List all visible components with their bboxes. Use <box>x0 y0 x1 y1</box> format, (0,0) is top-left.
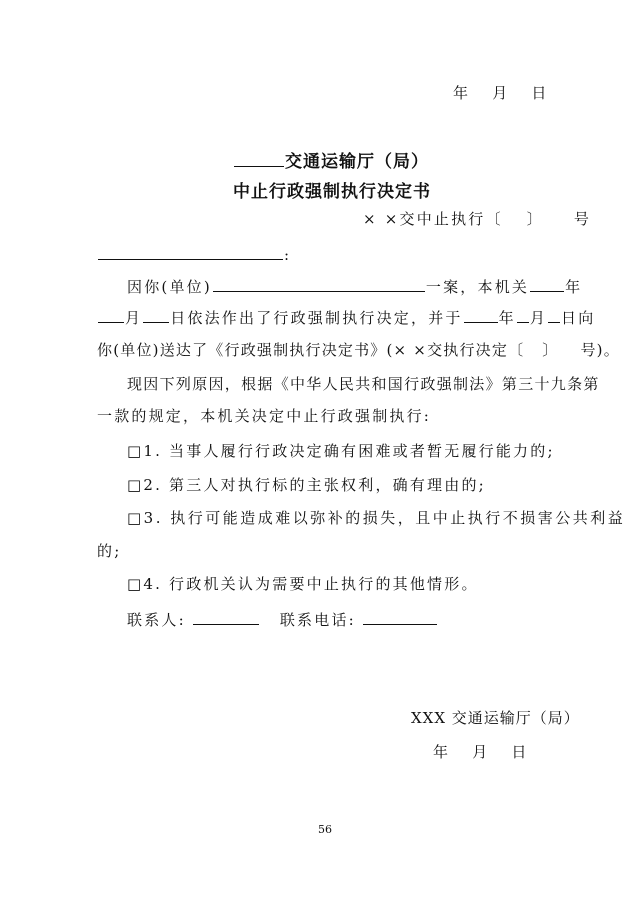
para1-line1 <box>127 277 582 297</box>
text: 年 <box>498 309 516 327</box>
header-date <box>453 83 549 103</box>
doc-title: 中止行政强制执行决定书 <box>233 182 431 202</box>
text: 你(单位)送达了《行政强制执行决定书》(× ×交执行决定〔 <box>97 341 525 359</box>
contact-person-label: 联系人: <box>127 611 186 629</box>
case-blank <box>213 277 425 292</box>
text: 日依法作出了行政强制执行决定，并于 <box>170 309 463 327</box>
month-label: 月 <box>472 743 490 761</box>
item-1: □1. 当事人履行行政决定确有困难或者暂无履行能力的; <box>127 442 555 460</box>
contact-phone-blank <box>363 610 437 625</box>
month-blank <box>517 308 529 323</box>
year-blank <box>530 277 564 292</box>
doc-number-suffix: 号 <box>573 210 592 228</box>
para2-line1: 现因下列原因，根据《中华人民共和国行政强制法》第三十九条第 <box>127 375 600 393</box>
doc-number-close: 〕 <box>526 210 544 228</box>
month-label: 月 <box>492 84 510 102</box>
day-blank <box>548 308 560 323</box>
doc-number <box>363 209 591 229</box>
day-blank <box>143 308 169 323</box>
addressee-colon: : <box>284 246 292 264</box>
text: 〕 <box>542 341 559 359</box>
doc-number-prefix: × ×交中止执行〔 <box>363 210 503 228</box>
text: 一案，本机关 <box>425 278 530 296</box>
para1-line2 <box>97 308 595 328</box>
day-label: 日 <box>511 743 529 761</box>
year-label: 年 <box>433 743 451 761</box>
month-blank <box>98 308 124 323</box>
year-label: 年 <box>453 84 471 102</box>
addressee-blank <box>98 245 283 260</box>
text: 号)。 <box>580 341 620 359</box>
item-3: □3. 执行可能造成难以弥补的损失，且中止执行不损害公共利益 <box>127 509 626 527</box>
para2-line2: 一款的规定，本机关决定中止行政强制执行: <box>97 407 432 425</box>
text: 日向 <box>561 309 596 327</box>
org-blank <box>234 150 284 167</box>
day-label: 日 <box>531 84 549 102</box>
text: 年 <box>565 278 583 296</box>
text: 月 <box>529 309 548 327</box>
item-4: □4. 行政机关认为需要中止执行的其他情形。 <box>127 575 479 593</box>
text: 因你(单位) <box>127 278 212 296</box>
contact-line <box>127 610 438 630</box>
year-blank <box>464 308 498 323</box>
item-3-cont: 的; <box>97 542 122 560</box>
signature-date <box>433 742 529 762</box>
addressee-line <box>97 245 291 265</box>
text: 月 <box>125 309 143 327</box>
contact-phone-label: 联系电话: <box>279 611 356 629</box>
org-suffix: 交通运输厅（局） <box>285 152 429 172</box>
page-number: 56 <box>318 823 332 836</box>
title-org <box>233 150 429 172</box>
contact-person-blank <box>193 610 259 625</box>
signature-org: XXX 交通运输厅（局） <box>411 709 580 727</box>
item-2: □2. 第三人对执行标的主张权利，确有理由的; <box>127 476 486 494</box>
para1-line3 <box>97 340 620 360</box>
